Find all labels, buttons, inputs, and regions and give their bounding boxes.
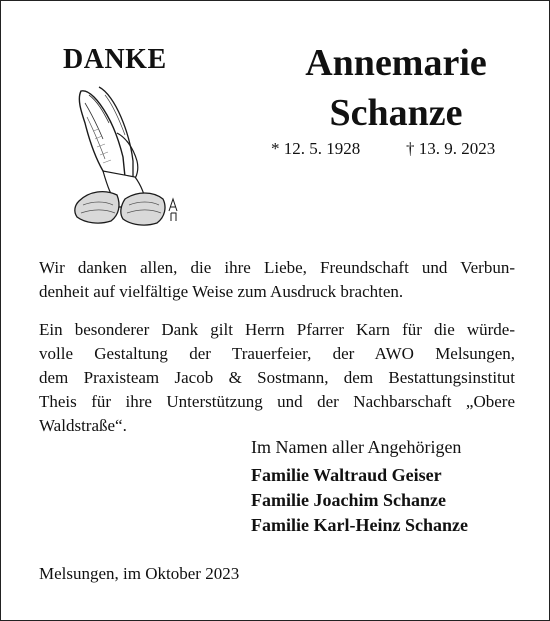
family-name: Familie Karl-Heinz Schanze xyxy=(251,515,468,535)
place-and-date: Melsungen, im Oktober 2023 xyxy=(39,564,240,583)
paragraph-line: volle Gestaltung der Trauerfeier, der AWO Melsungen, xyxy=(39,344,515,363)
praying-hands-icon xyxy=(59,81,189,231)
signature-intro: Im Namen aller Angehörigen xyxy=(251,437,462,457)
danke-heading: DANKE xyxy=(63,44,167,75)
paragraph-line: Ein besonderer Dank gilt Herrn Pfarrer Karn für die würde- xyxy=(39,320,515,339)
paragraph-line: Wir danken allen, die ihre Liebe, Freundschaft und Verbun- xyxy=(39,258,515,277)
special-thanks-paragraph xyxy=(39,318,515,438)
paragraph-line: dem Praxisteam Jacob & Sostmann, dem Bestattungsinstitut xyxy=(39,368,515,387)
deceased-last-name: Schanze xyxy=(329,92,463,134)
paragraph-line: denheit auf vielfältige Weise zum Ausdruck brachten. xyxy=(39,282,404,301)
family-name: Familie Waltraud Geiser xyxy=(251,465,442,485)
death-date: † 13. 9. 2023 xyxy=(406,139,496,158)
birth-date: * 12. 5. 1928 xyxy=(271,139,361,158)
paragraph-line: Theis für ihre Unterstützung und der Nachbarschaft „Obere xyxy=(39,392,515,411)
deceased-first-name: Annemarie xyxy=(305,42,487,84)
family-name: Familie Joachim Schanze xyxy=(251,490,446,510)
paragraph-line: Waldstraße“. xyxy=(39,416,127,435)
thanks-paragraph xyxy=(39,256,515,304)
